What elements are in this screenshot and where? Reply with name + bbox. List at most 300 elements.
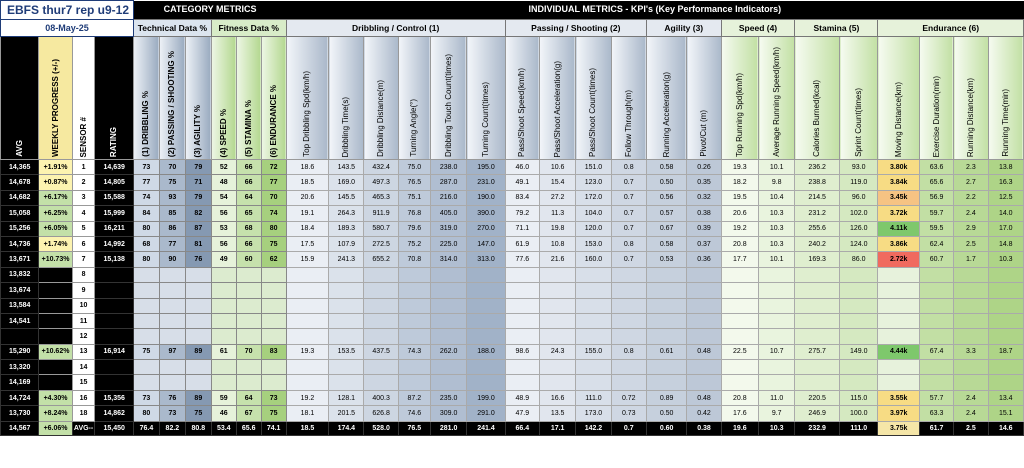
row-avg: 14,724 [1,390,39,405]
row-kpi-value: 390.0 [467,206,505,221]
col-kpi-15 [795,37,840,160]
footer-average-row [1,421,1024,435]
col-rating [95,37,133,160]
row-category-value: 75 [159,175,185,190]
row-kpi-value [954,360,988,375]
row-kpi-value [398,329,430,344]
row-kpi-value: 0.50 [646,406,686,421]
row-kpi-value: 14.8 [988,236,1024,251]
row-category-value [185,329,211,344]
row-kpi-value [919,283,953,298]
row-kpi-value [878,329,920,344]
footer-kpi-value: 0.7 [611,421,646,435]
row-kpi-value: 231.0 [467,175,505,190]
table-row[interactable] [1,313,1024,328]
row-kpi-value: 246.9 [795,406,840,421]
row-kpi-value [576,375,611,390]
row-sensor: 18 [72,406,95,421]
row-rating: 14,992 [95,236,133,251]
row-kpi-value [398,360,430,375]
row-kpi-value: 0.48 [687,390,721,405]
row-kpi-value [467,313,505,328]
row-kpi-value [687,298,721,313]
row-rating: 14,805 [95,175,133,190]
row-kpi-value [840,313,878,328]
row-kpi-value: 17.6 [721,406,758,421]
row-kpi-value: 3.80k [878,160,920,175]
row-kpi-value: 400.3 [364,390,398,405]
row-kpi-value [759,267,795,282]
row-kpi-value [505,283,539,298]
row-category-value: 65 [236,206,261,221]
row-category-value: 49 [211,252,236,267]
row-sensor: 14 [72,360,95,375]
row-kpi-value: 169.0 [329,175,364,190]
row-kpi-value: 220.5 [795,390,840,405]
row-kpi-value: 0.7 [611,221,646,236]
col-sensor-label: SENSOR # [78,116,88,157]
table-row[interactable] [1,252,1024,267]
row-kpi-value [576,313,611,328]
table-row[interactable] [1,375,1024,390]
row-category-value [261,298,286,313]
table-row[interactable] [1,329,1024,344]
row-avg: 13,320 [1,360,39,375]
row-kpi-value: 19.2 [721,221,758,236]
row-avg: 14,682 [1,190,39,205]
row-kpi-value [505,267,539,282]
table-row[interactable] [1,298,1024,313]
row-kpi-value [286,375,329,390]
row-kpi-value [576,283,611,298]
row-kpi-value: 20.8 [721,236,758,251]
col-kpi-13 [721,37,758,160]
row-kpi-value: 236.2 [795,160,840,175]
row-category-value: 73 [159,406,185,421]
col-weekly-progress-label: WEEKLY PROGRESS (+/-) [50,58,60,157]
row-kpi-value [539,375,575,390]
row-category-value: 89 [185,390,211,405]
row-category-value: 54 [211,190,236,205]
row-kpi-value: 10.3 [759,221,795,236]
row-rating [95,267,133,282]
row-kpi-value [364,329,398,344]
row-kpi-value: 11.3 [539,206,575,221]
row-kpi-value: 149.0 [840,344,878,359]
row-progress [39,298,72,313]
row-kpi-value: 0.38 [687,206,721,221]
col-kpi-4 [398,37,430,160]
row-kpi-value [611,360,646,375]
footer-kpi-value: 66.4 [505,421,539,435]
row-category-value [211,298,236,313]
row-category-value: 74 [261,206,286,221]
row-kpi-value: 67.4 [919,344,953,359]
row-kpi-value [687,329,721,344]
row-rating [95,313,133,328]
row-category-value: 79 [185,160,211,175]
row-category-value: 66 [236,175,261,190]
row-kpi-value: 313.0 [467,252,505,267]
speed-group-header: Speed (4) [721,20,795,37]
row-kpi-value [430,375,466,390]
row-kpi-value [611,267,646,282]
row-progress: +0.87% [39,175,72,190]
row-kpi-value: 19.5 [721,190,758,205]
row-category-value [261,313,286,328]
row-kpi-value: 155.0 [576,344,611,359]
col-category-5 [236,37,261,160]
row-category-value [261,329,286,344]
row-kpi-value [467,267,505,282]
col-rating-label: RATING [109,126,119,157]
table-row[interactable] [1,236,1024,251]
row-kpi-value: 437.5 [364,344,398,359]
row-kpi-value: 262.0 [430,344,466,359]
row-kpi-value: 173.0 [576,406,611,421]
row-category-value: 81 [185,236,211,251]
row-category-value: 75 [261,236,286,251]
individual-metrics-header: INDIVIDUAL METRICS - KPI's (Key Performance Indicators) [286,1,1023,20]
row-kpi-value [954,283,988,298]
row-category-value: 73 [133,160,159,175]
row-kpi-value [988,313,1024,328]
row-kpi-value [646,360,686,375]
row-kpi-value: 10.7 [759,344,795,359]
row-category-value [159,360,185,375]
col-kpi-9 [576,37,611,160]
row-kpi-value: 3.84k [878,175,920,190]
row-kpi-value [795,298,840,313]
row-kpi-value: 240.2 [795,236,840,251]
footer-kpi-value: 111.0 [840,421,878,435]
row-category-value: 75 [133,344,159,359]
row-kpi-value [795,267,840,282]
row-kpi-value: 15.1 [988,406,1024,421]
col-kpi-17-label: Moving Distance(km) [893,81,903,157]
fitness-data-header: Fitness Data % [211,20,286,37]
row-kpi-value [919,313,953,328]
row-kpi-value [505,313,539,328]
row-kpi-value [505,360,539,375]
footer-kpi-value: 18.5 [286,421,329,435]
row-kpi-value [954,329,988,344]
row-rating: 15,138 [95,252,133,267]
row-category-value: 56 [211,206,236,221]
row-category-value [211,360,236,375]
row-kpi-value [364,298,398,313]
row-kpi-value [430,267,466,282]
row-kpi-value: 2.2 [954,190,988,205]
row-kpi-value [539,267,575,282]
stamina-group-header: Stamina (5) [795,20,878,37]
row-category-value: 62 [261,252,286,267]
table-row[interactable] [1,267,1024,282]
row-kpi-value [539,283,575,298]
col-weekly-progress [39,37,72,160]
row-kpi-value: 153.5 [329,344,364,359]
table-row[interactable] [1,390,1024,405]
row-kpi-value [329,360,364,375]
table-row[interactable] [1,406,1024,421]
row-category-value: 66 [236,236,261,251]
row-kpi-value [467,360,505,375]
row-kpi-value [329,313,364,328]
row-kpi-value [840,360,878,375]
row-sensor: 15 [72,375,95,390]
row-kpi-value [329,267,364,282]
row-kpi-value: 0.61 [646,344,686,359]
row-kpi-value: 147.0 [467,236,505,251]
row-kpi-value [430,313,466,328]
row-sensor: 10 [72,298,95,313]
row-kpi-value: 123.0 [576,175,611,190]
row-kpi-value [430,298,466,313]
row-rating [95,283,133,298]
col-kpi-12-label: Pivot/Cut (m) [699,110,709,157]
table-row[interactable] [1,190,1024,205]
row-rating [95,329,133,344]
row-rating: 15,999 [95,206,133,221]
row-kpi-value [878,283,920,298]
row-category-value: 89 [185,344,211,359]
row-kpi-value: 145.5 [329,190,364,205]
row-kpi-value: 18.6 [286,160,329,175]
row-sensor: 1 [72,160,95,175]
row-kpi-value [988,329,1024,344]
row-progress: +6.25% [39,206,72,221]
table-row[interactable] [1,206,1024,221]
footer-kpi-value: 0.60 [646,421,686,435]
row-kpi-value [840,375,878,390]
row-category-value [159,267,185,282]
row-avg: 13,674 [1,283,39,298]
row-kpi-value: 15.4 [539,175,575,190]
col-kpi-1 [286,37,329,160]
col-kpi-11-label: Running Acceleration(g) [661,71,671,157]
row-kpi-value: 10.8 [539,236,575,251]
col-kpi-10-label: Follow Through(m) [623,90,633,157]
row-kpi-value: 2.5 [954,236,988,251]
row-category-value [236,329,261,344]
row-kpi-value [430,329,466,344]
row-kpi-value: 10.1 [759,252,795,267]
row-category-value [133,375,159,390]
row-category-value [236,283,261,298]
row-kpi-value: 275.7 [795,344,840,359]
row-kpi-value: 10.6 [539,160,575,175]
row-kpi-value [988,360,1024,375]
row-kpi-value: 61.9 [505,236,539,251]
row-kpi-value: 12.5 [988,190,1024,205]
row-kpi-value [467,298,505,313]
row-kpi-value: 189.3 [329,221,364,236]
row-category-value: 73 [261,390,286,405]
col-kpi-13-label: Top Running Spd(km/h) [734,72,744,157]
col-kpi-11 [646,37,686,160]
row-kpi-value: 319.0 [430,221,466,236]
row-kpi-value [759,283,795,298]
table-row[interactable] [1,160,1024,175]
row-kpi-value [954,375,988,390]
row-kpi-value [398,313,430,328]
row-kpi-value: 0.53 [646,252,686,267]
row-kpi-value: 46.0 [505,160,539,175]
col-kpi-17 [878,37,920,160]
row-category-value: 76 [159,390,185,405]
row-kpi-value: 0.26 [687,160,721,175]
row-kpi-value [646,375,686,390]
col-category-6-label: (6) ENDURANCE % [268,84,278,157]
col-kpi-5 [430,37,466,160]
row-category-value [133,298,159,313]
row-kpi-value: 238.0 [430,160,466,175]
row-category-value [211,313,236,328]
row-kpi-value: 87.2 [398,390,430,405]
row-kpi-value: 580.7 [364,221,398,236]
row-kpi-value: 287.0 [430,175,466,190]
row-kpi-value: 76.8 [398,206,430,221]
row-kpi-value: 911.9 [364,206,398,221]
row-kpi-value [687,267,721,282]
footer-kpi-value: 17.1 [539,421,575,435]
col-kpi-14 [759,37,795,160]
row-kpi-value [878,267,920,282]
col-kpi-18 [919,37,953,160]
row-category-value: 61 [211,344,236,359]
row-progress [39,375,72,390]
row-kpi-value: 0.50 [646,175,686,190]
row-category-value: 66 [236,160,261,175]
row-avg: 13,584 [1,298,39,313]
row-kpi-value [919,298,953,313]
row-kpi-value: 241.3 [329,252,364,267]
row-category-value: 72 [261,160,286,175]
table-row[interactable] [1,344,1024,359]
row-category-value: 68 [236,221,261,236]
row-kpi-value: 0.7 [611,206,646,221]
row-category-value [133,329,159,344]
row-kpi-value [919,360,953,375]
row-category-value: 53 [211,221,236,236]
row-kpi-value [721,329,758,344]
row-kpi-value: 74.6 [398,406,430,421]
row-kpi-value [576,298,611,313]
row-kpi-value [840,298,878,313]
row-category-value: 56 [211,236,236,251]
row-kpi-value: 59.5 [919,221,953,236]
row-kpi-value [919,267,953,282]
row-kpi-value: 63.6 [919,160,953,175]
row-category-value: 76 [185,252,211,267]
row-category-value: 90 [159,252,185,267]
row-kpi-value: 120.0 [576,221,611,236]
footer-kpi-value: 10.3 [759,421,795,435]
col-kpi-12 [687,37,721,160]
row-kpi-value: 2.9 [954,221,988,236]
row-rating: 14,862 [95,406,133,421]
col-avg [1,37,39,160]
col-category-3-label: (3) AGILITY % [193,104,203,157]
row-kpi-value: 86.0 [840,252,878,267]
row-kpi-value: 272.5 [364,236,398,251]
row-category-value: 82 [185,206,211,221]
row-kpi-value [539,360,575,375]
row-kpi-value: 190.0 [467,190,505,205]
table-row[interactable] [1,360,1024,375]
row-rating [95,360,133,375]
row-progress [39,267,72,282]
row-category-value: 70 [261,190,286,205]
row-rating: 16,211 [95,221,133,236]
row-kpi-value: 655.2 [364,252,398,267]
row-kpi-value: 10.3 [759,206,795,221]
row-avg [1,329,39,344]
row-category-value: 60 [236,252,261,267]
row-kpi-value [364,360,398,375]
row-kpi-value [364,283,398,298]
row-sensor: 12 [72,329,95,344]
col-kpi-19 [954,37,988,160]
row-kpi-value: 0.56 [646,190,686,205]
row-kpi-value: 0.72 [611,390,646,405]
row-kpi-value: 24.3 [539,344,575,359]
row-kpi-value: 70.8 [398,252,430,267]
footer-sensor-label: AVG-- [72,421,95,435]
row-kpi-value: 0.73 [611,406,646,421]
row-kpi-value: 497.3 [364,175,398,190]
row-kpi-value: 19.1 [286,206,329,221]
row-category-value: 64 [236,190,261,205]
row-category-value [211,375,236,390]
row-category-value: 71 [185,175,211,190]
table-row[interactable] [1,283,1024,298]
row-kpi-value [721,267,758,282]
row-kpi-value: 102.0 [840,206,878,221]
technical-data-header: Technical Data % [133,20,211,37]
footer-rating: 15,450 [95,421,133,435]
row-progress: +8.24% [39,406,72,421]
row-sensor: 8 [72,267,95,282]
row-kpi-value [539,313,575,328]
footer-avg: 14,567 [1,421,39,435]
row-kpi-value [398,298,430,313]
row-category-value: 48 [211,175,236,190]
row-sensor: 2 [72,175,95,190]
row-category-value [133,360,159,375]
row-category-value [211,267,236,282]
row-kpi-value [286,283,329,298]
row-kpi-value: 0.8 [611,160,646,175]
row-kpi-value [721,298,758,313]
row-kpi-value: 128.1 [329,390,364,405]
row-kpi-value: 75.1 [398,190,430,205]
row-kpi-value: 18.7 [988,344,1024,359]
row-kpi-value: 0.58 [646,160,686,175]
footer-kpi-value: 14.6 [988,421,1024,435]
row-kpi-value: 238.8 [795,175,840,190]
row-kpi-value: 104.0 [576,206,611,221]
row-kpi-value: 71.1 [505,221,539,236]
row-kpi-value: 169.3 [795,252,840,267]
table-row[interactable] [1,175,1024,190]
col-kpi-16-label: Sprint Count(times) [853,88,863,157]
table-row[interactable] [1,221,1024,236]
row-avg: 13,671 [1,252,39,267]
row-kpi-value [759,375,795,390]
row-kpi-value: 0.37 [687,236,721,251]
row-progress [39,329,72,344]
